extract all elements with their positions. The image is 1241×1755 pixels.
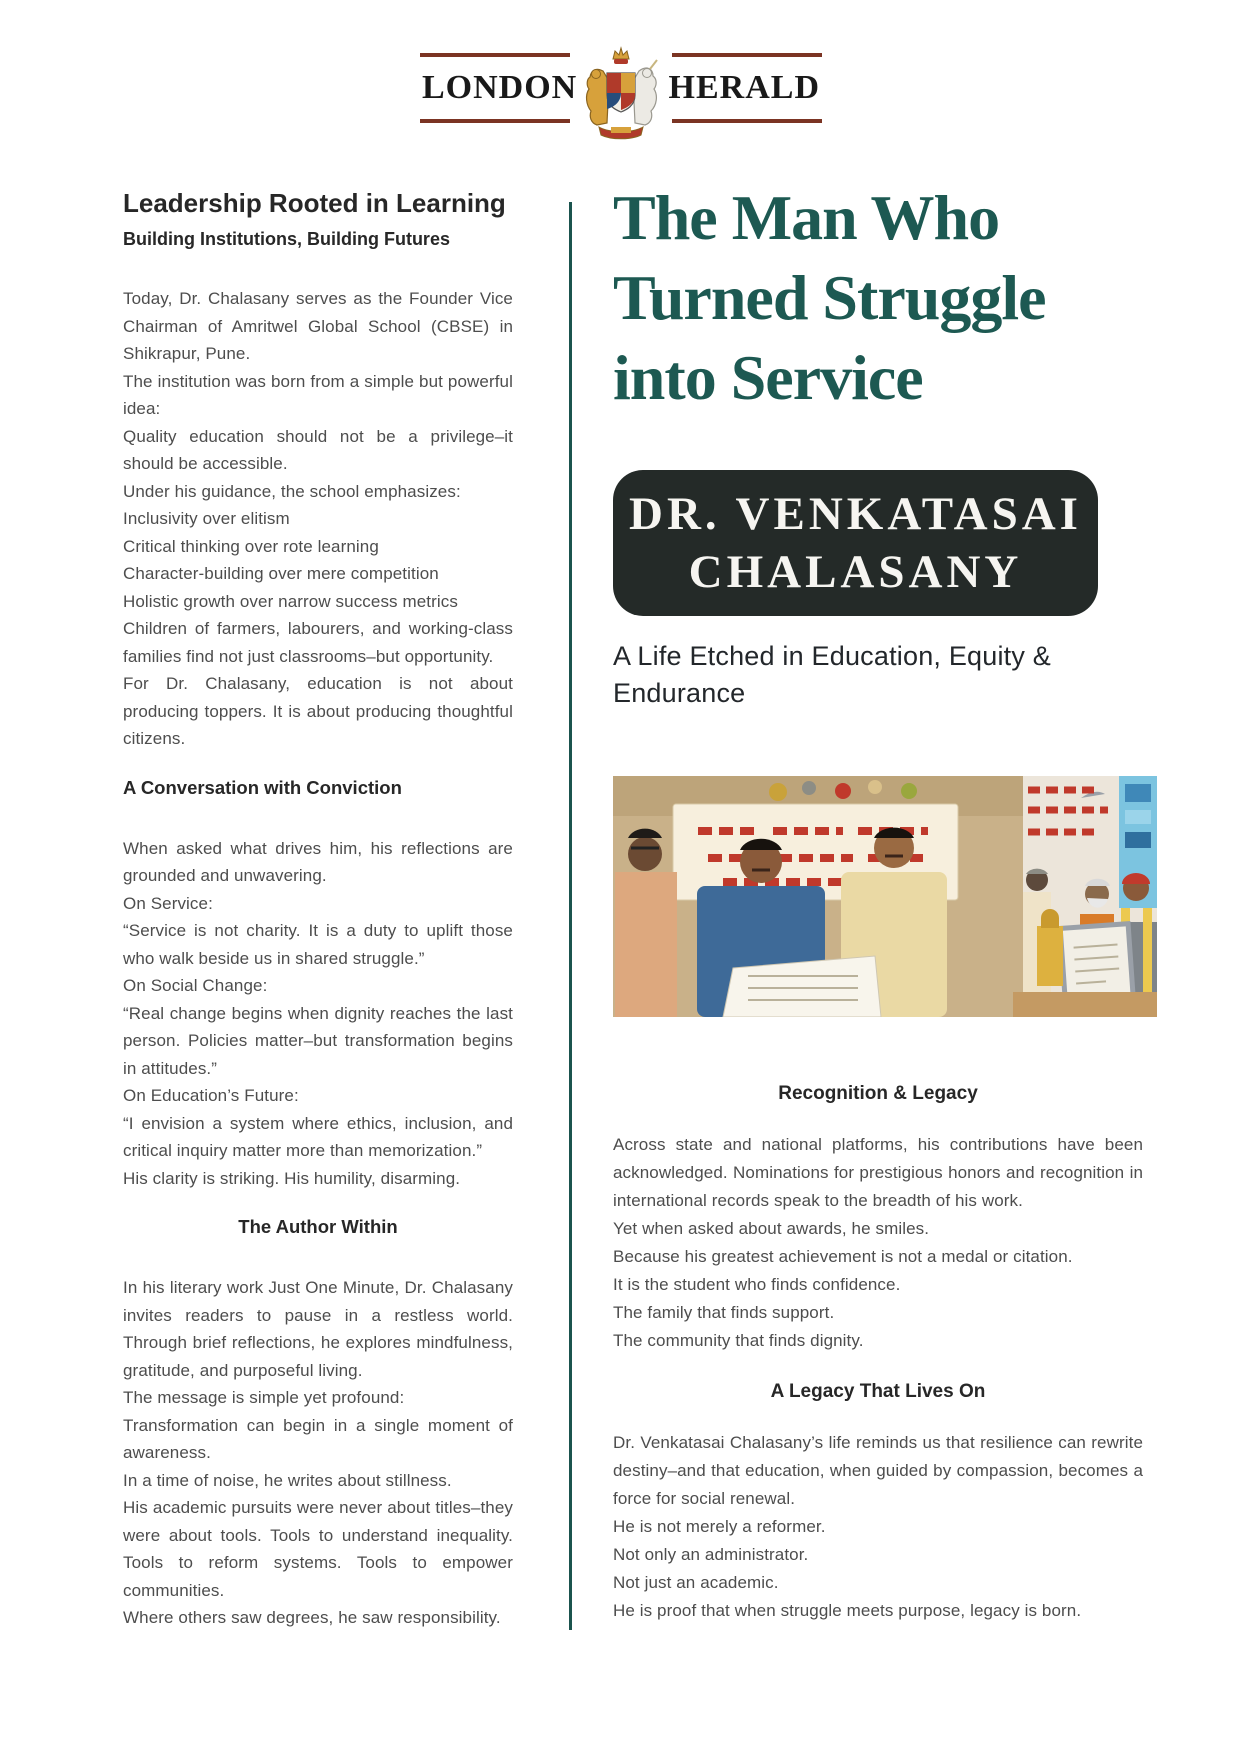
tagline: A Life Etched in Education, Equity & Endurance [613,641,1051,708]
paragraph: Today, Dr. Chalasany serves as the Founder Vice Chairman of Amritwel Global School (CBSE) in Shikrapur, Pune. [123,289,513,363]
paragraph: When asked what drives him, his reflections are grounded and unwavering. [123,838,513,885]
paragraph: Because his greatest achievement is not a medal or citation. [613,1247,1073,1266]
paragraph: The community that finds dignity. [613,1331,864,1350]
paragraph: Children of farmers, labourers, and working-class families find not just classrooms–but opportunity. [123,619,513,666]
paragraph: In a time of noise, he writes about stillness. [123,1470,452,1490]
left-column [123,187,513,1632]
headline-line: Turned Struggle [613,262,1046,333]
paragraph: It is the student who finds confidence. [613,1275,901,1294]
conviction-heading: A Conversation with Conviction [123,776,402,798]
paragraph: Not just an academic. [613,1573,779,1592]
recognition-block [613,1131,1143,1355]
event-photo [613,776,1157,1017]
paragraph: On Service: [123,893,213,913]
name-badge-line1: DR. VENKATASAI [629,488,1082,540]
left-section-title: Leadership Rooted in Learning [123,188,506,218]
paragraph: For Dr. Chalasany, education is not about producing toppers. It is about producing thoughtful citizens. [123,674,513,748]
paragraph: His clarity is striking. His humility, disarming. [123,1168,461,1188]
left-intro-block [123,285,513,753]
paragraph: In his literary work Just One Minute, Dr. Chalasany invites readers to pause in a restless world. Through brief reflections, he explores mindfulness, gratitude, and purposeful living. [123,1278,513,1380]
masthead-rule [420,53,570,57]
headline-line: into Service [613,342,923,413]
paragraph: Under his guidance, the school emphasizes: [123,481,461,501]
author-block [123,1274,513,1632]
paragraph: “Service is not charity. It is a duty to uplift those who walk beside us in shared struggle.” [123,921,513,968]
paragraph: Across state and national platforms, his contributions have been acknowledged. Nominations for prestigious honors and recognition in international records speak to the breadth of his work. [613,1135,1143,1210]
paragraph: Critical thinking over rote learning [123,536,379,556]
paragraph: Where others saw degrees, he saw responsibility. [123,1608,501,1627]
legacy-block [613,1429,1143,1625]
masthead-rule [420,119,570,123]
masthead-rule [672,119,822,123]
paragraph: Not only an administrator. [613,1545,809,1564]
main-headline [613,178,1143,418]
conviction-block [123,835,513,1193]
paragraph: He is proof that when struggle meets purpose, legacy is born. [613,1601,1082,1620]
right-column [613,178,1143,1625]
paragraph: Inclusivity over elitism [123,509,290,528]
masthead-rule [672,53,822,57]
paragraph: Character-building over mere competition [123,564,439,583]
paragraph: Quality education should not be a privilege–it should be accessible. [123,426,513,473]
royal-coat-of-arms-icon [573,43,669,148]
paragraph: The family that finds support. [613,1303,835,1322]
recognition-heading: Recognition & Legacy [778,1083,978,1104]
author-heading: The Author Within [238,1216,398,1237]
name-badge [613,470,1098,616]
paragraph: Holistic growth over narrow success metrics [123,591,458,611]
paragraph: The institution was born from a simple but powerful idea: [123,371,513,418]
left-section-subtitle: Building Institutions, Building Futures [123,229,450,249]
paragraph: “I envision a system where ethics, inclusion, and critical inquiry matter more than memorization.” [123,1113,513,1160]
paragraph: The message is simple yet profound: [123,1388,405,1407]
paragraph: Yet when asked about awards, he smiles. [613,1219,930,1238]
paragraph: His academic pursuits were never about titles–they were about tools. Tools to understand inequality. Tools to reform systems. Tools to empower communities. [123,1498,513,1600]
headline-line: The Man Who [613,182,1000,253]
legacy-heading: A Legacy That Lives On [770,1381,986,1402]
column-divider [569,202,572,1630]
paragraph: He is not merely a reformer. [613,1517,826,1536]
masthead-title-right: HERALD [668,69,820,106]
masthead-title-left: LONDON [422,69,578,106]
paragraph: “Real change begins when dignity reaches the last person. Policies matter–but transformation begins in attitudes.” [123,1003,513,1078]
name-badge-line2: CHALASANY [688,546,1023,598]
paragraph: On Education’s Future: [123,1086,299,1105]
paragraph: On Social Change: [123,976,268,995]
paragraph: Transformation can begin in a single moment of awareness. [123,1415,513,1462]
paragraph: Dr. Venkatasai Chalasany’s life reminds us that resilience can rewrite destiny–and that education, when guided by compassion, becomes a force for social renewal. [613,1433,1143,1508]
masthead [420,45,822,145]
